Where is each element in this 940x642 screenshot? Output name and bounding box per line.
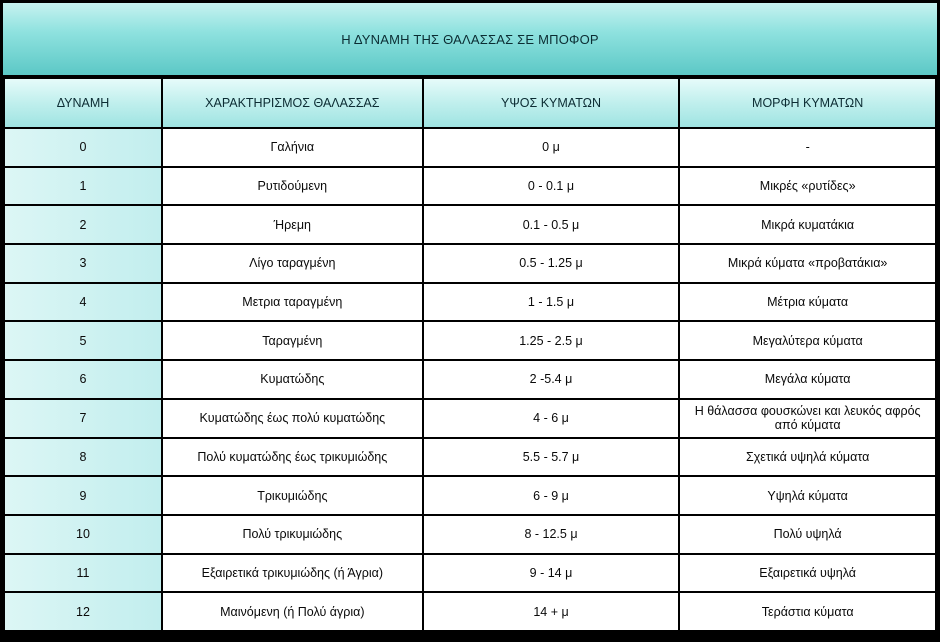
force-cell: 4 bbox=[5, 284, 161, 321]
table-title: Η ΔΥΝΑΜΗ ΤΗΣ ΘΑΛΑΣΣΑΣ ΣΕ ΜΠΟΦΟΡ bbox=[3, 3, 937, 75]
wave-form-cell: - bbox=[680, 129, 935, 166]
description-cell: Λίγο ταραγμένη bbox=[163, 245, 422, 282]
header-force: ΔΥΝΑΜΗ bbox=[5, 79, 161, 127]
wave-form-cell: Μεγάλα κύματα bbox=[680, 361, 935, 398]
header-wave-height: ΥΨΟΣ ΚΥΜΑΤΩΝ bbox=[424, 79, 679, 127]
wave-height-cell: 14 + μ bbox=[424, 593, 679, 630]
header-description: ΧΑΡΑΚΤΗΡΙΣΜΟΣ ΘΑΛΑΣΣΑΣ bbox=[163, 79, 422, 127]
force-cell: 2 bbox=[5, 206, 161, 243]
description-cell: Μαινόμενη (ή Πολύ άγρια) bbox=[163, 593, 422, 630]
force-cell: 3 bbox=[5, 245, 161, 282]
wave-height-cell: 0.1 - 0.5 μ bbox=[424, 206, 679, 243]
table-row bbox=[5, 168, 935, 205]
force-cell: 1 bbox=[5, 168, 161, 205]
force-cell: 7 bbox=[5, 400, 161, 437]
force-cell: 0 bbox=[5, 129, 161, 166]
table-row bbox=[5, 477, 935, 514]
table-row bbox=[5, 439, 935, 476]
wave-height-cell: 1.25 - 2.5 μ bbox=[424, 322, 679, 359]
description-cell: Πολύ τρικυμιώδης bbox=[163, 516, 422, 553]
wave-form-cell: Εξαιρετικά υψηλά bbox=[680, 555, 935, 592]
description-cell: Μετρια ταραγμένη bbox=[163, 284, 422, 321]
wave-form-cell: Μικρές «ρυτίδες» bbox=[680, 168, 935, 205]
table-row bbox=[5, 555, 935, 592]
wave-form-cell: Μέτρια κύματα bbox=[680, 284, 935, 321]
description-cell: Ρυτιδούμενη bbox=[163, 168, 422, 205]
wave-form-cell: Σχετικά υψηλά κύματα bbox=[680, 439, 935, 476]
table-row bbox=[5, 516, 935, 553]
wave-form-cell: Πολύ υψηλά bbox=[680, 516, 935, 553]
wave-height-cell: 4 - 6 μ bbox=[424, 400, 679, 437]
force-cell: 12 bbox=[5, 593, 161, 630]
table-row bbox=[5, 129, 935, 166]
description-cell: Ήρεμη bbox=[163, 206, 422, 243]
wave-form-cell: Μεγαλύτερα κύματα bbox=[680, 322, 935, 359]
force-cell: 5 bbox=[5, 322, 161, 359]
description-cell: Τρικυμιώδης bbox=[163, 477, 422, 514]
description-cell: Γαλήνια bbox=[163, 129, 422, 166]
table-row bbox=[5, 206, 935, 243]
table-row bbox=[5, 322, 935, 359]
table-row bbox=[5, 593, 935, 630]
wave-form-cell: Μικρά κυματάκια bbox=[680, 206, 935, 243]
force-cell: 10 bbox=[5, 516, 161, 553]
force-cell: 8 bbox=[5, 439, 161, 476]
force-cell: 11 bbox=[5, 555, 161, 592]
wave-height-cell: 2 -5.4 μ bbox=[424, 361, 679, 398]
wave-height-cell: 0.5 - 1.25 μ bbox=[424, 245, 679, 282]
force-cell: 6 bbox=[5, 361, 161, 398]
wave-height-cell: 1 - 1.5 μ bbox=[424, 284, 679, 321]
description-cell: Εξαιρετικά τρικυμιώδης (ή Άγρια) bbox=[163, 555, 422, 592]
table-row bbox=[5, 284, 935, 321]
table-row bbox=[5, 361, 935, 398]
wave-form-cell: Τεράστια κύματα bbox=[680, 593, 935, 630]
description-cell: Κυματώδης bbox=[163, 361, 422, 398]
wave-height-cell: 6 - 9 μ bbox=[424, 477, 679, 514]
force-cell: 9 bbox=[5, 477, 161, 514]
wave-height-cell: 5.5 - 5.7 μ bbox=[424, 439, 679, 476]
wave-height-cell: 0 μ bbox=[424, 129, 679, 166]
table-row bbox=[5, 400, 935, 437]
beaufort-sea-table bbox=[3, 77, 937, 632]
description-cell: Κυματώδης έως πολύ κυματώδης bbox=[163, 400, 422, 437]
wave-form-cell: Υψηλά κύματα bbox=[680, 477, 935, 514]
wave-height-cell: 0 - 0.1 μ bbox=[424, 168, 679, 205]
wave-form-cell: Μικρά κύματα «προβατάκια» bbox=[680, 245, 935, 282]
wave-form-cell: Η θάλασσα φουσκώνει και λευκός αφρός από κύματα bbox=[680, 400, 935, 437]
description-cell: Ταραγμένη bbox=[163, 322, 422, 359]
header-wave-form: ΜΟΡΦΗ ΚΥΜΑΤΩΝ bbox=[680, 79, 935, 127]
wave-height-cell: 8 - 12.5 μ bbox=[424, 516, 679, 553]
header-row bbox=[5, 79, 935, 127]
table-row bbox=[5, 245, 935, 282]
description-cell: Πολύ κυματώδης έως τρικυμιώδης bbox=[163, 439, 422, 476]
wave-height-cell: 9 - 14 μ bbox=[424, 555, 679, 592]
